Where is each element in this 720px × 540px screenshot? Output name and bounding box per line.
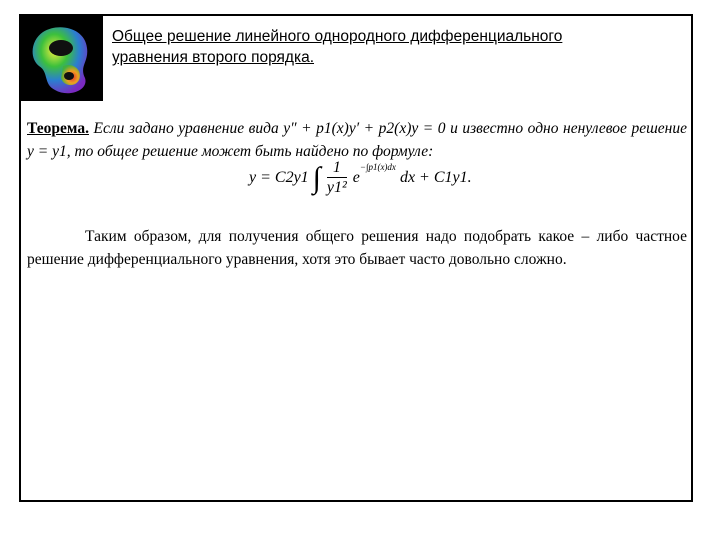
torus-surface-icon xyxy=(29,22,95,96)
title-line-2: уравнения второго порядка. xyxy=(112,49,315,66)
theorem-conclusion: и известно одно ненулевое решение y = y1, то общее решение может быть найдено по формуле: xyxy=(27,120,687,160)
slide-body xyxy=(27,117,687,268)
theorem-label: Теорема. xyxy=(27,120,89,137)
formula-exponent: −∫p1(x)dx xyxy=(359,162,396,173)
formula-fraction xyxy=(327,159,347,198)
conclusion-paragraph: Таким образом, для получения общего решения надо подобрать какое – либо частное решение дифференциального уравнения, хотя это бывает часто довольно сложно. xyxy=(27,228,687,268)
theorem-paragraph xyxy=(27,117,687,163)
formula-rhs: dx + C1y1. xyxy=(399,169,472,187)
formula-integral: ∫ xyxy=(312,161,321,195)
title-line-1: Общее решение линейного однородного дифференциального xyxy=(112,28,563,45)
fraction-numerator: 1 xyxy=(327,159,347,178)
theorem-intro: Если задано уравнение вида xyxy=(93,120,279,137)
theorem-equation: y″ + p1(x)y′ + p2(x)y = 0 xyxy=(283,120,446,137)
slide-title xyxy=(112,26,682,68)
formula-exp-base: e xyxy=(352,169,360,187)
formula-lhs: y = C2y1 xyxy=(249,169,309,187)
fraction-denominator: y1² xyxy=(326,179,347,196)
slide-frame xyxy=(19,14,693,502)
logo xyxy=(21,16,103,101)
general-solution-formula xyxy=(249,159,472,198)
